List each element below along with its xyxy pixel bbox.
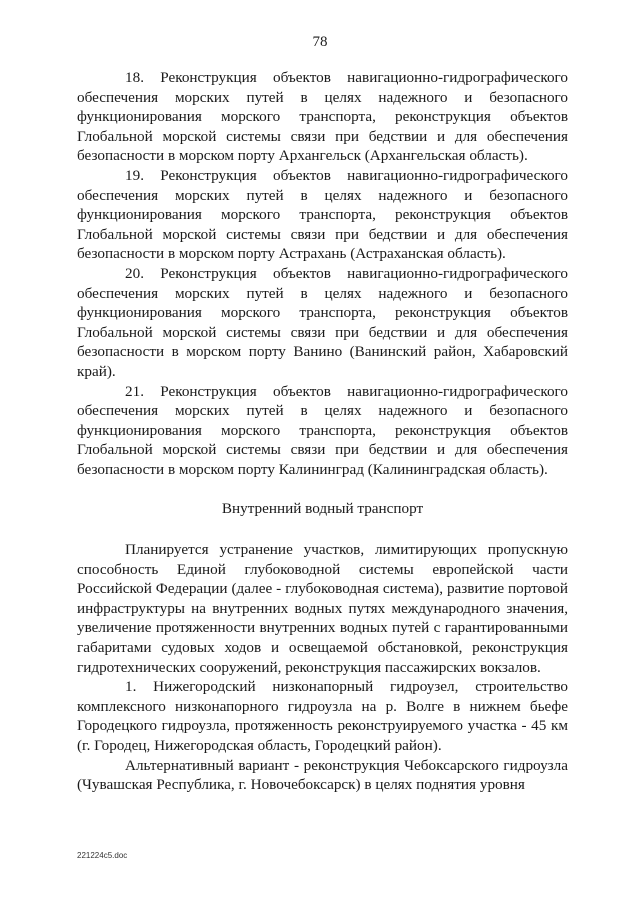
- section-heading: Внутренний водный транспорт: [221, 500, 424, 518]
- alternative-paragraph: Альтернативный вариант - реконструкция Чебоксарского гидроузла (Чувашская Республика, г. Новочебоксарск) в целях поднятия уровня: [77, 756, 568, 794]
- list-item-18: 18. Реконструкция объектов навигационно-гидрографического обеспечения морских путей в целях надежного и безопасного функционирования морского транспорта, реконструкция объектов Глобальной морской системы связи при бедствии и для обеспечения безопасности в морском порту Архангельск (Архангельская область).: [77, 69, 568, 165]
- footer-filename: 221224c5.doc: [77, 851, 128, 860]
- list-item-20: 20. Реконструкция объектов навигационно-гидрографического обеспечения морских путей в целях надежного и безопасного функционирования морского транспорта, реконструкция объектов Глобальной морской системы связи при бедствии и для обеспечения безопасности в морском порту Ванино (Ванинский район, Хабаровский край).: [77, 264, 568, 380]
- section-intro-paragraph: Планируется устранение участков, лимитирующих пропускную способность Единой глубоководной системы европейской части Российской Федерации (далее - глубоководная система), развитие портовой инфраструктуры на внутренних водных путях международного значения, увеличение протяженности внутренних водных путей с гарантированными габаритами судовых ходов и освещаемой обстановкой, реконструкция гидротехнических сооружений, реконструкция пассажирских вокзалов.: [77, 541, 568, 676]
- page-body: [77, 68, 568, 795]
- list-item-19: 19. Реконструкция объектов навигационно-гидрографического обеспечения морских путей в целях надежного и безопасного функционирования морского транспорта, реконструкция объектов Глобальной морской системы связи при бедствии и для обеспечения безопасности в морском порту Астрахань (Астраханская область).: [77, 166, 568, 263]
- list-item-21: 21. Реконструкция объектов навигационно-гидрографического обеспечения морских путей в целях надежного и безопасного функционирования морского транспорта, реконструкция объектов Глобальной морской системы связи при бедствии и для обеспечения безопасности в морском порту Калининград (Калининградская область).: [77, 382, 568, 478]
- page-number: 78: [312, 34, 328, 50]
- section-list-item-1: 1. Нижегородский низконапорный гидроузел, строительство комплексного низконапорного гидроузла на р. Волге в нижнем бьефе Городецкого гидроузла, протяженность реконструируемого участка - 45 км (г. Городец, Нижегородская область, Городецкий район).: [77, 678, 568, 754]
